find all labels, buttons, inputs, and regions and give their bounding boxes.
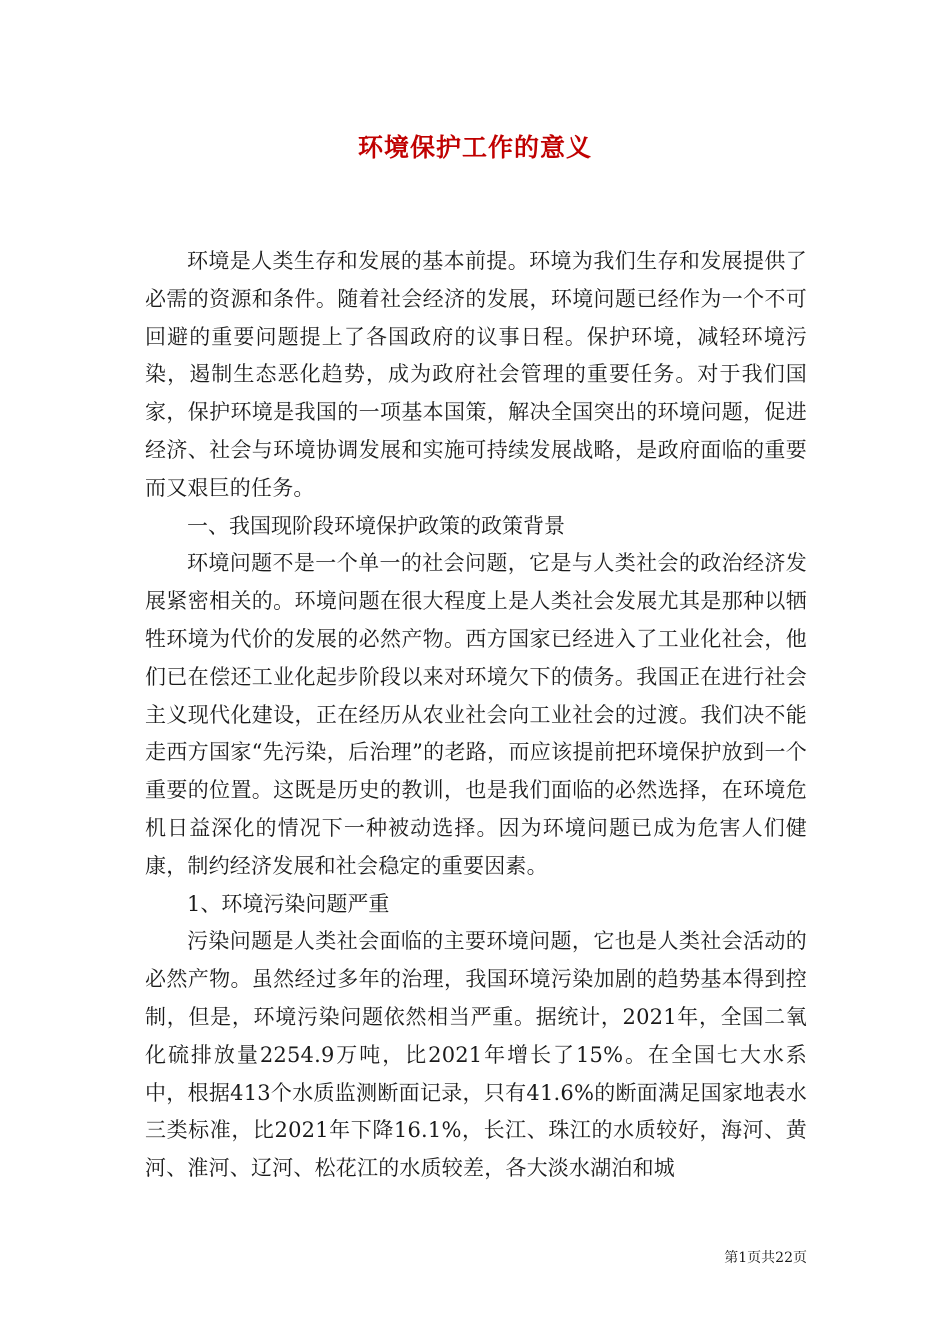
section-heading-1: 一、我国现阶段环境保护政策的政策背景: [187, 513, 565, 538]
page-number: 第1页共22页: [724, 1250, 807, 1266]
page-title: 环境保护工作的意义: [357, 133, 592, 162]
document-body: [145, 243, 807, 1188]
section-heading-2: 1、环境污染问题严重: [187, 891, 390, 916]
paragraph-background: 环境问题不是一个单一的社会问题，它是与人类社会的政治经济发展紧密相关的。环境问题在很大程度上是人类社会发展尤其是那种以牺牲环境为代价的发展的必然产物。西方国家已经进入了工业化社会，他们已在偿还工业化起步阶段以来对环境欠下的债务。我国正在进行社会主义现代化建设，正在经历从农业社会向工业社会的过渡。我们决不能走西方国家“先污染，后治理”的老路，而应该提前把环境保护放到一个重要的位置。这既是历史的教训，也是我们面临的必然选择，在环境危机日益深化的情况下一种被动选择。因为环境问题已成为危害人们健康，制约经济发展和社会稳定的重要因素。: [145, 551, 807, 878]
paragraph-pollution: 污染问题是人类社会面临的主要环境问题，它也是人类社会活动的必然产物。虽然经过多年的治理，我国环境污染加剧的趋势基本得到控制，但是，环境污染问题依然相当严重。据统计，2021年，全国二氧化硫排放量2254.9万吨，比2021年增长了15%。在全国七大水系中，根据413个水质监测断面记录，只有41.6%的断面满足国家地表水三类标准，比2021年下降16.1%，长江、珠江的水质较好，海河、黄河、淮河、辽河、松花江的水质较差，各大淡水湖泊和城: [145, 929, 807, 1181]
paragraph-intro: 环境是人类生存和发展的基本前提。环境为我们生存和发展提供了必需的资源和条件。随着社会经济的发展，环境问题已经作为一个不可回避的重要问题提上了各国政府的议事日程。保护环境，减轻环境污染，遏制生态恶化趋势，成为政府社会管理的重要任务。对于我们国家，保护环境是我国的一项基本国策，解决全国突出的环境问题，促进经济、社会与环境协调发展和实施可持续发展战略，是政府面临的重要而又艰巨的任务。: [145, 249, 807, 500]
